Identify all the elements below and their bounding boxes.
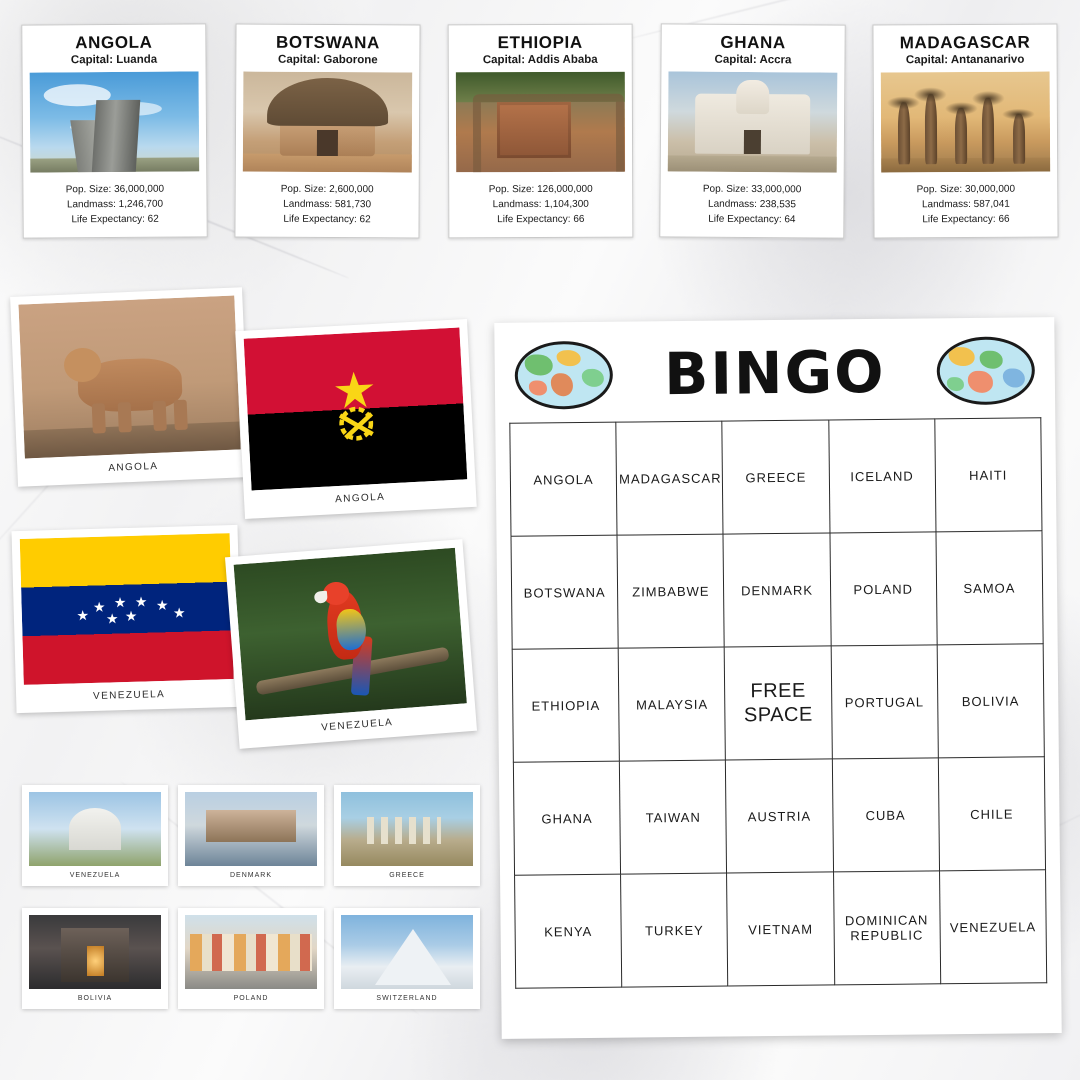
- bingo-cell[interactable]: AUSTRIA: [726, 759, 833, 873]
- mini-photo-card[interactable]: [178, 908, 324, 1009]
- stat-life-expectancy: Life Expectancy: 66: [496, 213, 584, 226]
- mini-photo: [341, 915, 473, 989]
- mini-photo: [341, 792, 473, 866]
- stat-population: Pop. Size: 2,600,000: [280, 183, 374, 196]
- mini-photo: [185, 915, 317, 989]
- bingo-cell[interactable]: TURKEY: [621, 873, 728, 987]
- polaroid-photo: [18, 296, 240, 459]
- bingo-row: [512, 644, 1044, 763]
- mini-caption: POLAND: [233, 995, 269, 1002]
- bingo-cell[interactable]: GHANA: [513, 761, 620, 875]
- country-photo: [243, 72, 413, 173]
- free-space-line-1: FREE: [750, 679, 806, 703]
- country-card[interactable]: [872, 24, 1058, 239]
- country-photo: [30, 71, 200, 172]
- country-stats: [30, 181, 199, 227]
- stat-landmass: Landmass: 1,104,300: [492, 198, 589, 211]
- bingo-cell[interactable]: GREECE: [722, 420, 829, 534]
- country-photo: [881, 72, 1051, 173]
- stat-landmass: Landmass: 587,041: [921, 198, 1010, 211]
- mini-photo-card[interactable]: [22, 785, 168, 886]
- bingo-cell[interactable]: ICELAND: [828, 419, 935, 533]
- mini-photo-card[interactable]: [334, 908, 480, 1009]
- bingo-cell[interactable]: BOTSWANA: [511, 535, 618, 649]
- free-space-line-2: SPACE: [743, 703, 813, 727]
- country-card[interactable]: [234, 24, 420, 239]
- polaroid-caption: VENEZUELA: [320, 717, 394, 734]
- polaroid-caption: ANGOLA: [108, 460, 159, 474]
- bingo-cell[interactable]: CHILE: [938, 757, 1045, 871]
- bingo-cell[interactable]: ANGOLA: [510, 422, 617, 536]
- bingo-row: [511, 531, 1043, 650]
- stat-landmass: Landmass: 581,730: [282, 198, 371, 211]
- mini-caption: DENMARK: [229, 872, 272, 879]
- mini-caption: GREECE: [389, 872, 425, 879]
- country-stats: [242, 182, 411, 228]
- bingo-title: BINGO: [663, 337, 886, 409]
- mini-photo: [29, 792, 161, 866]
- stat-population: Pop. Size: 33,000,000: [703, 183, 802, 196]
- stat-population: Pop. Size: 36,000,000: [65, 183, 165, 196]
- bingo-grid: [509, 417, 1047, 989]
- stat-landmass: Landmass: 1,246,700: [66, 198, 164, 211]
- country-photo: [455, 72, 624, 173]
- polaroid-card[interactable]: [235, 319, 477, 519]
- polaroid-card[interactable]: [12, 525, 243, 713]
- bingo-cell[interactable]: ETHIOPIA: [512, 648, 619, 762]
- stat-population: Pop. Size: 30,000,000: [916, 183, 1016, 196]
- bingo-header: [508, 329, 1041, 417]
- country-card[interactable]: [21, 23, 207, 238]
- bingo-cell[interactable]: HAITI: [935, 418, 1042, 532]
- polaroid-card[interactable]: [225, 539, 477, 749]
- mini-photo: [29, 915, 161, 989]
- mini-photo: [185, 792, 317, 866]
- bingo-cell[interactable]: VIETNAM: [727, 872, 834, 986]
- country-capital: Capital: Gaborone: [277, 53, 378, 67]
- country-card[interactable]: [447, 24, 633, 239]
- stat-life-expectancy: Life Expectancy: 64: [708, 213, 796, 226]
- bingo-cell[interactable]: BOLIVIA: [937, 644, 1044, 758]
- bingo-cell[interactable]: MALAYSIA: [618, 647, 725, 761]
- country-stats: [881, 182, 1050, 228]
- stat-life-expectancy: Life Expectancy: 62: [71, 213, 159, 226]
- country-card-row: [22, 24, 1058, 238]
- polaroid-photo: [234, 548, 467, 721]
- mini-photo-card[interactable]: [178, 785, 324, 886]
- bingo-row: [513, 757, 1045, 876]
- country-name: BOTSWANA: [275, 32, 380, 53]
- bingo-cell[interactable]: TAIWAN: [620, 760, 727, 874]
- bingo-cell[interactable]: SAMOA: [936, 531, 1043, 645]
- bingo-row: [510, 418, 1042, 537]
- country-capital: Capital: Accra: [714, 53, 792, 67]
- bingo-cell[interactable]: CUBA: [832, 758, 939, 872]
- bingo-cell[interactable]: MADAGASCAR: [616, 421, 723, 535]
- bingo-cell[interactable]: ZIMBABWE: [617, 534, 724, 648]
- country-name: MADAGASCAR: [899, 32, 1031, 53]
- country-name: ANGOLA: [75, 32, 153, 53]
- mini-photo-card[interactable]: [22, 908, 168, 1009]
- bingo-free-space-cell[interactable]: [725, 646, 832, 760]
- mini-caption: SWITZERLAND: [376, 995, 438, 1002]
- country-card[interactable]: [660, 23, 846, 238]
- polaroid-card[interactable]: [10, 287, 250, 487]
- country-capital: Capital: Addis Ababa: [482, 53, 598, 67]
- bingo-cell[interactable]: KENYA: [515, 874, 622, 988]
- mini-caption: BOLIVIA: [77, 995, 113, 1002]
- bingo-cell[interactable]: VENEZUELA: [939, 870, 1046, 984]
- bingo-cell[interactable]: DENMARK: [723, 533, 830, 647]
- country-capital: Capital: Antananarivo: [905, 53, 1025, 67]
- stat-life-expectancy: Life Expectancy: 62: [283, 213, 371, 226]
- angola-emblem-icon: [317, 368, 394, 451]
- country-stats: [456, 182, 625, 228]
- bingo-cell[interactable]: PORTUGAL: [831, 645, 938, 759]
- country-capital: Capital: Luanda: [70, 53, 158, 67]
- stat-population: Pop. Size: 126,000,000: [488, 183, 593, 196]
- bingo-cell[interactable]: POLAND: [830, 532, 937, 646]
- country-name: ETHIOPIA: [497, 32, 583, 53]
- country-photo: [668, 71, 838, 172]
- mini-photo-card[interactable]: [334, 785, 480, 886]
- bingo-card[interactable]: [494, 317, 1061, 1039]
- globe-icon: [936, 336, 1035, 405]
- venezuela-stars: ★ ★ ★ ★ ★ ★ ★ ★: [76, 593, 186, 627]
- bingo-cell[interactable]: DOMINICAN REPUBLIC: [833, 871, 940, 985]
- country-name: GHANA: [720, 32, 787, 53]
- country-stats: [668, 181, 837, 227]
- mini-caption: VENEZUELA: [69, 872, 121, 879]
- polaroid-caption: VENEZUELA: [92, 688, 166, 702]
- polaroid-photo: [20, 533, 234, 685]
- bingo-row: [515, 870, 1047, 989]
- stat-landmass: Landmass: 238,535: [708, 198, 797, 211]
- polaroid-caption: ANGOLA: [334, 491, 386, 506]
- stat-life-expectancy: Life Expectancy: 66: [922, 213, 1010, 226]
- polaroid-photo: [244, 327, 468, 490]
- globe-icon: [514, 341, 613, 410]
